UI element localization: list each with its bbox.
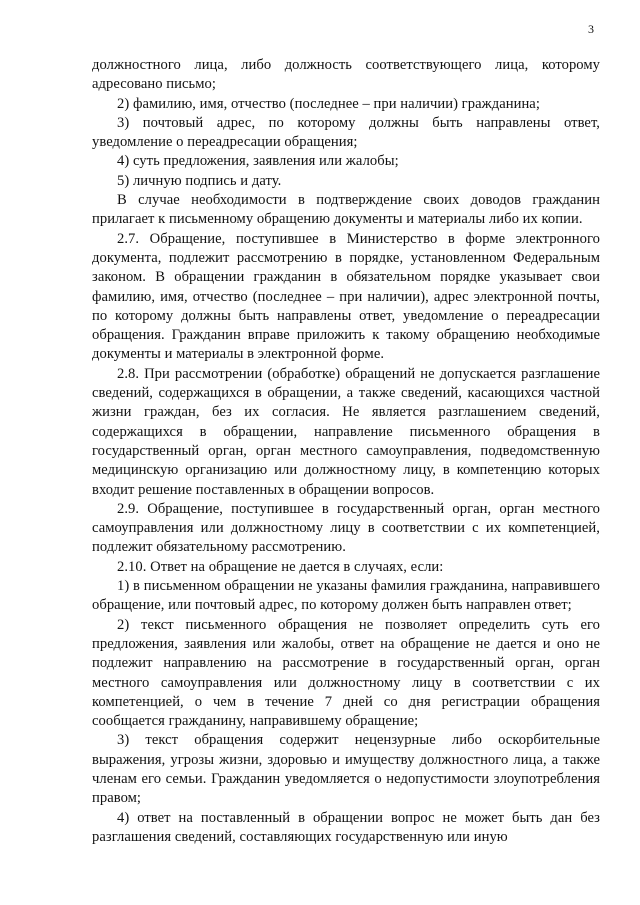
list-item-surname: 2) фамилию, имя, отчество (последнее – при наличии) гражданина; xyxy=(117,95,540,112)
clause-2-8: 2.8. При рассмотрении (обработке) обращений не допускается разглашение сведений, содержащихся в обращении, а также сведений, касающихся частной жизни граждан, без их согласия. Не является разглашением сведений, содержащихся в обращении, направление письменного обращения в государственный орган, орган местного самоуправления, подведомственную медицинскую организацию или должностному лицу, в компетенцию которых входит решение поставленных в обращении вопросов. xyxy=(92,365,600,498)
list-item-signature: 5) личную подпись и дату. xyxy=(117,172,282,189)
paragraph-continuation: должностного лица, либо должность соответствующего лица, которому адресовано письмо; xyxy=(92,57,600,93)
clause-2-10: 2.10. Ответ на обращение не дается в случаях, если: xyxy=(117,558,444,575)
clause-2-10-item-1: 1) в письменном обращении не указаны фамилия гражданина, направившего обращение, или почтовый адрес, по которому должен быть направлен ответ; xyxy=(92,578,600,614)
page-number: 3 xyxy=(588,22,594,36)
clause-2-10-item-3: 3) текст обращения содержит нецензурные либо оскорбительные выражения, угрозы жизни, здоровью и имуществу должностного лица, а также членам его семьи. Гражданин уведомляется о недопустимости злоупотребления правом; xyxy=(92,732,600,807)
clause-2-10-item-4: 4) ответ на поставленный в обращении вопрос не может быть дан без разглашения сведений, составляющих государственную или иную xyxy=(92,809,600,845)
clause-2-10-item-2: 2) текст письменного обращения не позволяет определить суть его предложения, заявления или жалобы, ответ на обращение не дается и оно не подлежит направлению на рассмотрение в государственный орган, орган местного самоуправления или должностному лицу в соответствии с их компетенцией, о чем в течение 7 дней со дня регистрации обращения сообщается гражданину, направившему обращение; xyxy=(92,616,600,730)
document-body xyxy=(92,56,600,847)
paragraph-attachments: В случае необходимости в подтверждение своих доводов гражданин прилагает к письменному обращению документы и материалы либо их копии. xyxy=(92,192,600,228)
list-item-postal-address: 3) почтовый адрес, по которому должны быть направлены ответ, уведомление о переадресации обращения; xyxy=(92,114,600,151)
list-item-essence: 4) суть предложения, заявления или жалобы; xyxy=(117,153,399,170)
clause-2-7: 2.7. Обращение, поступившее в Министерство в форме электронного документа, подлежит рассмотрению в порядке, установленном Федеральным законом. В обращении гражданин в обязательном порядке указывает свои фамилию, имя, отчество (последнее – при наличии), адрес электронной почты, по которому должны быть направлены ответ, уведомление о переадресации обращения. Гражданин вправе приложить к такому обращению необходимые документы и материалы в электронной форме. xyxy=(92,230,600,363)
clause-2-9: 2.9. Обращение, поступившее в государственный орган, орган местного самоуправления или должностному лицу в соответствии с их компетенцией, подлежит обязательному рассмотрению. xyxy=(92,500,600,556)
